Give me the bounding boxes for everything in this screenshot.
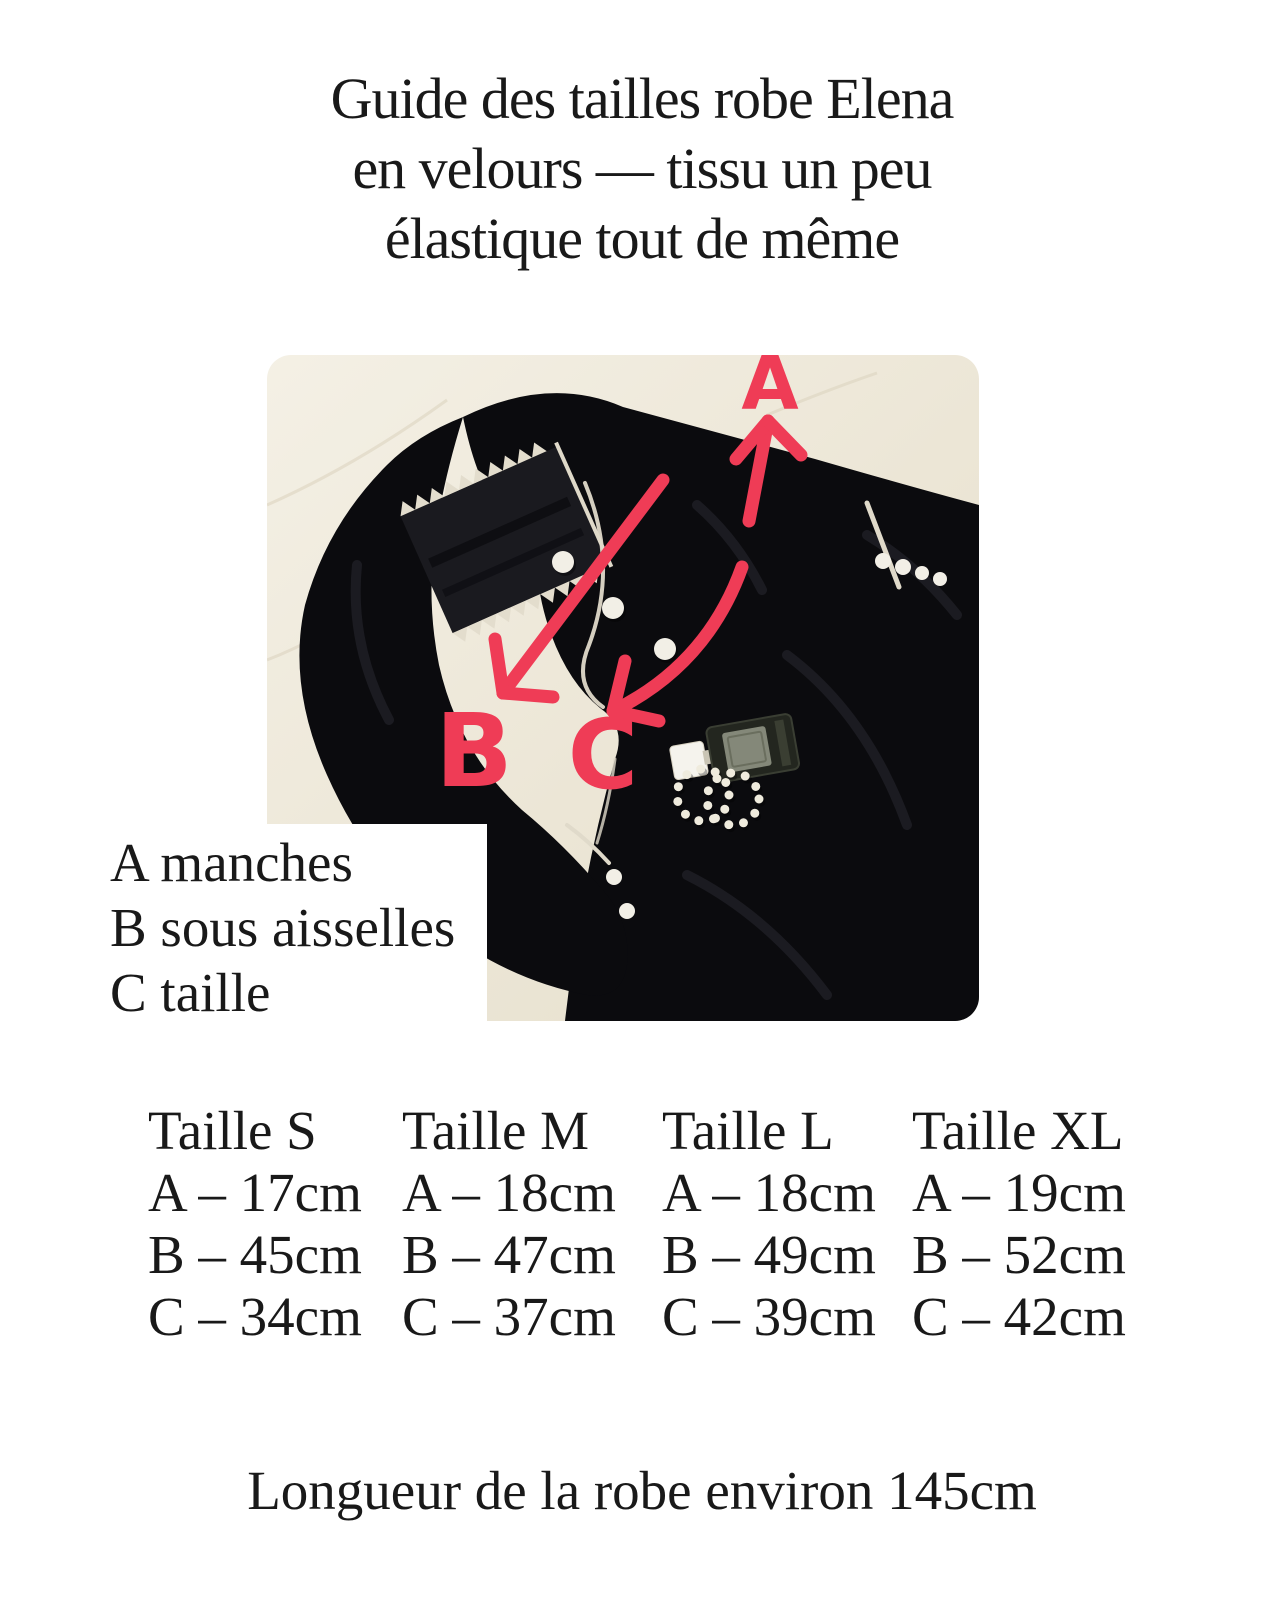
annotation-a-label: A xyxy=(741,355,799,427)
size-table xyxy=(148,1100,1160,1348)
title-line-3: élastique tout de même xyxy=(384,206,900,271)
size-column-header: Taille M xyxy=(402,1100,590,1161)
size-column xyxy=(662,1100,912,1348)
size-column xyxy=(402,1100,662,1348)
legend-item: C taille xyxy=(110,962,271,1023)
size-column-header: Taille XL xyxy=(912,1100,1124,1161)
page-title xyxy=(0,64,1284,274)
size-row-a: A – 18cm xyxy=(662,1162,876,1223)
annotation-b-label: B xyxy=(435,692,513,811)
legend-item: A manches xyxy=(110,832,353,893)
size-column xyxy=(912,1100,1160,1348)
title-line-2: en velours — tissu un peu xyxy=(352,136,932,201)
size-column-header: Taille S xyxy=(148,1100,317,1161)
size-row-c: C – 34cm xyxy=(148,1286,362,1347)
title-line-1: Guide des tailles robe Elena xyxy=(330,66,954,131)
measurement-legend xyxy=(0,824,487,1024)
size-row-b: B – 45cm xyxy=(148,1224,362,1285)
size-row-b: B – 47cm xyxy=(402,1224,616,1285)
legend-item: B sous aisselles xyxy=(110,897,456,958)
size-row-a: A – 19cm xyxy=(912,1162,1126,1223)
length-note: Longueur de la robe environ 145cm xyxy=(247,1460,1037,1521)
size-row-a: A – 18cm xyxy=(402,1162,616,1223)
size-row-c: C – 37cm xyxy=(402,1286,616,1347)
size-row-b: B – 49cm xyxy=(662,1224,876,1285)
size-row-c: C – 39cm xyxy=(662,1286,876,1347)
size-row-c: C – 42cm xyxy=(912,1286,1126,1347)
size-column-header: Taille L xyxy=(662,1100,834,1161)
size-column xyxy=(148,1100,402,1348)
annotation-c-label: C xyxy=(567,699,639,811)
size-row-a: A – 17cm xyxy=(148,1162,362,1223)
size-row-b: B – 52cm xyxy=(912,1224,1126,1285)
